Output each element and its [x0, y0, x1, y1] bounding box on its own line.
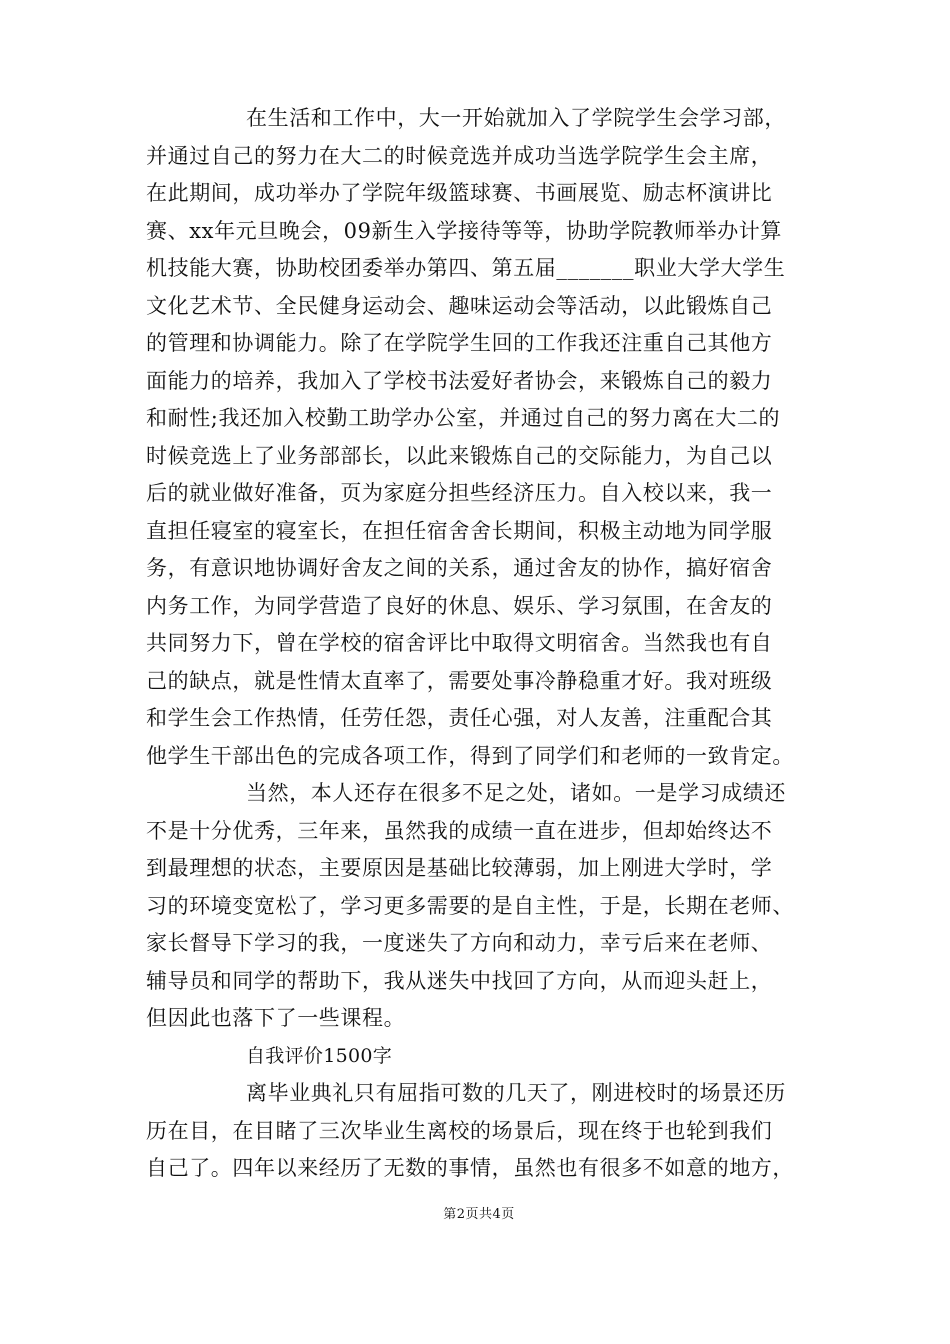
text-line: 在此期间，成功举办了学院年级篮球赛、书画展览、励志杯演讲比: [146, 181, 773, 205]
page-footer: [0, 1203, 950, 1222]
text-line: 自我评价1500字: [246, 1044, 393, 1067]
text-line: 赛、xx年元旦晚会，09新生入学接待等等，协助学院教师举办计算: [146, 218, 783, 243]
page-number-label: 第2页共4页: [443, 1207, 515, 1222]
text-line: 直担任寝室的寝室长，在担任宿舍舍长期间，积极主动地为同学服: [146, 518, 773, 543]
text-line: 的管理和协调能力。除了在学院学生回的工作我还注重自己其他方: [146, 331, 773, 355]
text-line: 自己了。四年以来经历了无数的事情，虽然也有很多不如意的地方，: [146, 1156, 794, 1180]
text-line: 共同努力下，曾在学校的宿舍评比中取得文明宿舍。当然我也有自: [146, 631, 773, 655]
text-line: 当然，本人还存在很多不足之处，诸如。一是学习成绩还: [246, 781, 786, 805]
text-line: 他学生干部出色的完成各项工作，得到了同学们和老师的一致肯定。: [146, 743, 794, 768]
document-body: [146, 100, 826, 1188]
text-line: 机技能大赛，协助校团委举办第四、第五届_______职业大学大学生: [146, 256, 786, 280]
text-line: 历在目，在目睹了三次毕业生离校的场景后，现在终于也轮到我们: [146, 1118, 773, 1143]
text-line: 内务工作，为同学营造了良好的休息、娱乐、学习氛围，在舍友的: [146, 593, 773, 618]
text-line: 后的就业做好准备，页为家庭分担些经济压力。自入校以来，我一: [146, 481, 773, 505]
text-line: 文化艺术节、全民健身运动会、趣味运动会等活动，以此锻炼自己: [146, 293, 773, 318]
text-line: 在生活和工作中，大一开始就加入了学院学生会学习部，: [246, 106, 786, 130]
text-line: 家长督导下学习的我，一度迷失了方向和动力，幸亏后来在老师、: [146, 931, 773, 955]
text-line: 务，有意识地协调好舍友之间的关系，通过舍友的协作，搞好宿舍: [146, 556, 773, 580]
text-line: 并通过自己的努力在大二的时候竞选并成功当选学院学生会主席，: [146, 143, 773, 168]
text-line: 辅导员和同学的帮助下，我从迷失中找回了方向，从而迎头赶上，: [146, 968, 773, 993]
text-line: 时候竞选上了业务部部长，以此来锻炼自己的交际能力，为自己以: [146, 443, 773, 468]
text-line: 面能力的培养，我加入了学校书法爱好者协会，来锻炼自己的毅力: [146, 368, 773, 393]
text-line: 和学生会工作热情，任劳任怨，责任心强，对人友善，注重配合其: [146, 706, 773, 730]
text-line: 己的缺点，就是性情太直率了，需要处事冷静稳重才好。我对班级: [146, 668, 773, 693]
text-line: 和耐性;我还加入校勤工助学办公室，并通过自己的努力离在大二的: [146, 406, 781, 430]
text-line: 不是十分优秀，三年来，虽然我的成绩一直在进步，但却始终达不: [146, 818, 773, 843]
text-line: 到最理想的状态，主要原因是基础比较薄弱，加上刚进大学时，学: [146, 856, 773, 880]
text-line: 离毕业典礼只有屈指可数的几天了，刚进校时的场景还历: [246, 1081, 786, 1105]
text-line: 但因此也落下了一些课程。: [146, 1006, 406, 1030]
text-line: 习的环境变宽松了，学习更多需要的是自主性，于是，长期在老师、: [146, 893, 794, 918]
